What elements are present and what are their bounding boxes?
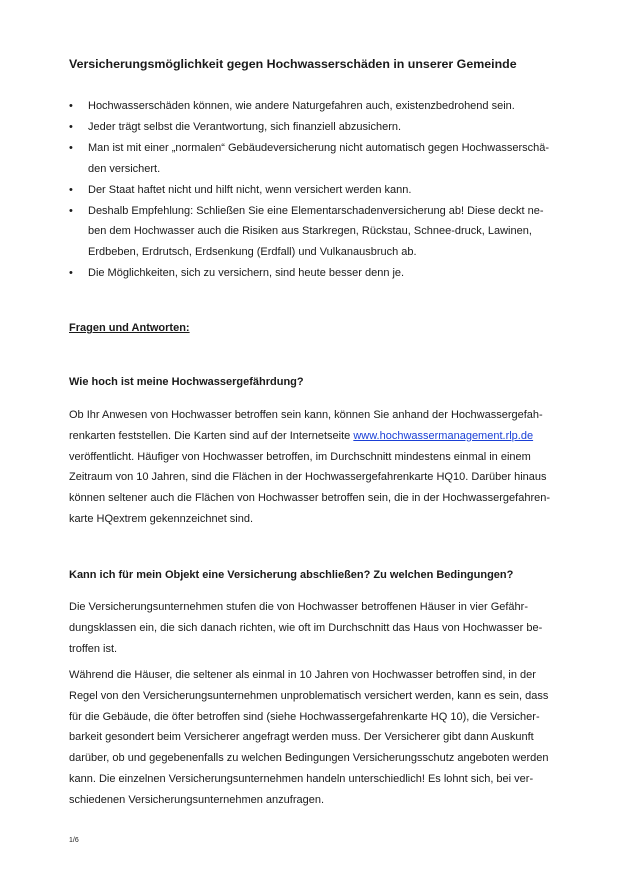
- website-link[interactable]: www.hochwassermanagement.rlp.de: [353, 429, 534, 442]
- answer-paragraph: [69, 405, 581, 530]
- bullet-marker: •: [69, 121, 73, 133]
- bullet-item: [69, 263, 581, 284]
- bullet-marker: •: [69, 183, 73, 196]
- paragraph-line-text: renkarten feststellen. Die Karten sind auf der Internetseite: [69, 429, 354, 442]
- bullet-marker: •: [69, 142, 73, 154]
- faq-heading: Fragen und Antworten:: [69, 322, 190, 334]
- bullet-marker: •: [69, 100, 73, 112]
- bullet-text: Der Staat haftet nicht und hilft nicht, wenn versichert werden kann.: [88, 183, 412, 196]
- page-number: 1/6: [69, 837, 79, 844]
- paragraph-line: Regel von den Versicherungsunternehmen unproblematisch versichert werden, kann es sein, dass: [69, 689, 549, 702]
- answer-paragraph: [69, 597, 581, 659]
- bullet-text: Jeder trägt selbst die Verantwortung, sich finanziell abzusichern.: [88, 121, 402, 133]
- bullet-text: Man ist mit einer „normalen“ Gebäudeversicherung nicht automatisch gegen Hochwasserschä-: [88, 142, 550, 154]
- paragraph-line: karte HQextrem gekennzeichnet sind.: [69, 512, 254, 525]
- paragraph-line: für die Gebäude, die öfter betroffen sind (siehe Hochwassergefahrenkarte HQ 10), die Versicher-: [69, 710, 540, 723]
- paragraph-line: kann. Die einzelnen Versicherungsunternehmen handeln unterschiedlich! Es lohnt sich, bei ver-: [69, 772, 534, 785]
- paragraph-line: barkeit gesondert beim Versicherer angefragt werden muss. Der Versicherer gibt dann Auskunft: [69, 731, 534, 744]
- bullet-list: [69, 96, 581, 284]
- answer-paragraph: [69, 665, 581, 811]
- paragraph-line: Während die Häuser, die seltener als einmal in 10 Jahren von Hochwasser betroffen sind, in der: [69, 669, 536, 681]
- document-title: Versicherungsmöglichkeit gegen Hochwasserschäden in unserer Gemeinde: [69, 57, 517, 71]
- bullet-item: [69, 201, 581, 263]
- bullet-marker: •: [69, 266, 73, 279]
- bullet-text: Die Möglichkeiten, sich zu versichern, sind heute besser denn je.: [88, 266, 405, 279]
- paragraph-line: veröffentlicht. Häufiger von Hochwasser betroffen, im Durchschnitt mindestens einmal in einem: [69, 450, 531, 463]
- bullet-item: [69, 96, 581, 117]
- bullet-text: den versichert.: [88, 162, 161, 175]
- paragraph-line: Zeitraum von 10 Jahren, sind die Flächen in der Hochwassergefahrenkarte HQ10. Darüber hinaus: [69, 471, 547, 484]
- paragraph-line: können seltener auch die Flächen von Hochwasser betroffen sein, die in der Hochwassergefahren-: [69, 492, 551, 505]
- question-heading: Kann ich für mein Objekt eine Versicherung abschließen? Zu welchen Bedingungen?: [69, 569, 514, 581]
- bullet-item: [69, 138, 581, 179]
- bullet-item: [69, 180, 581, 201]
- paragraph-line: Ob Ihr Anwesen von Hochwasser betroffen sein kann, können Sie anhand der Hochwassergefah-: [69, 409, 543, 421]
- paragraph-line: Die Versicherungsunternehmen stufen die von Hochwasser betroffenen Häuser in vier Gefähr-: [69, 601, 528, 613]
- paragraph-line: schiedenen Versicherungsunternehmen anzufragen.: [69, 793, 325, 806]
- question-heading: Wie hoch ist meine Hochwassergefährdung?: [69, 376, 304, 388]
- paragraph-line: dungsklassen ein, die sich danach richten, wie oft im Durchschnitt das Haus von Hochwasser be-: [69, 621, 543, 634]
- paragraph-line: [69, 426, 581, 447]
- bullet-text: ben dem Hochwasser auch die Risiken aus Starkregen, Rückstau, Schnee-druck, Lawinen,: [88, 225, 532, 237]
- bullet-text: Hochwasserschäden können, wie andere Naturgefahren auch, existenzbedrohend sein.: [88, 100, 515, 112]
- paragraph-line: darüber, ob und gegebenenfalls zu welchen Bedingungen Versicherungsschutz angeboten werden: [69, 752, 549, 765]
- bullet-text: Deshalb Empfehlung: Schließen Sie eine Elementarschadenversicherung ab! Diese deckt ne-: [88, 204, 544, 217]
- bullet-text: Erdbeben, Erdrutsch, Erdsenkung (Erdfall) und Vulkanausbruch ab.: [88, 245, 417, 258]
- bullet-item: [69, 117, 581, 138]
- bullet-marker: •: [69, 204, 73, 217]
- paragraph-line: troffen ist.: [69, 642, 118, 655]
